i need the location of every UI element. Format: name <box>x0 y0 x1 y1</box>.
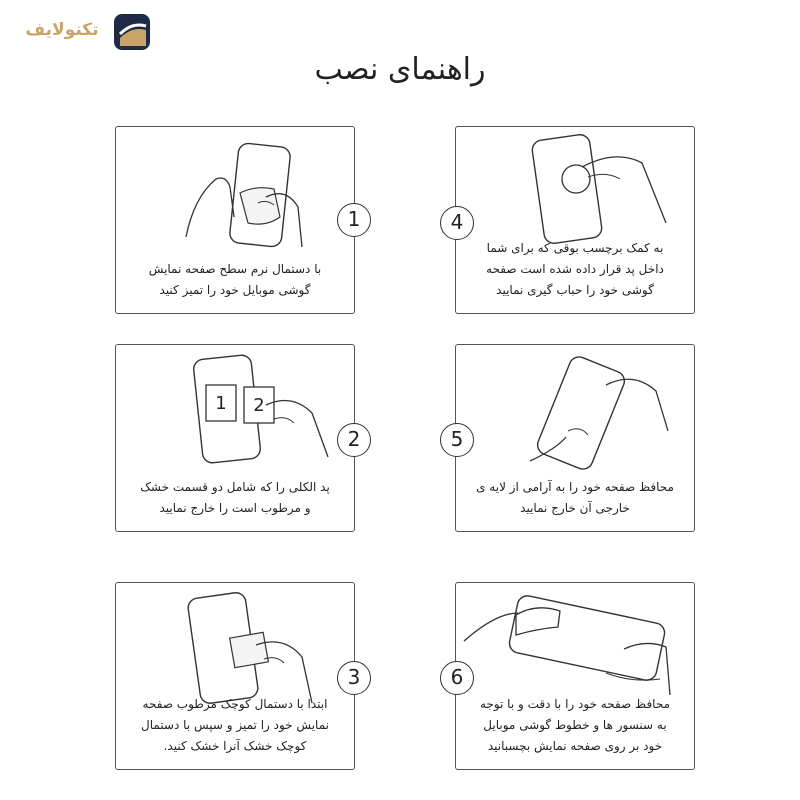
step-caption: محافظ صفحه خود را با دقت و با توجه به سنسور ها و خطوط گوشی موبایل خود بر روی صفحه نمایش بچسبانید <box>479 697 671 753</box>
pad-label-wet: 2 <box>253 395 265 416</box>
alcohol-pad-illustration <box>116 345 356 475</box>
peel-film-illustration <box>456 345 696 475</box>
phone-wipe-illustration <box>116 127 356 257</box>
step-card-5 <box>455 344 695 532</box>
step-card-3 <box>115 582 355 770</box>
step-caption: به کمک برچسب بوقی که برای شما داخل پد قرار داده شده است صفحه گوشی خود را حباب گیری نمایید <box>486 241 664 297</box>
step-caption: ابتدا با دستمال کوچک مرطوب صفحه نمایش خود را تمیز و سپس با دستمال کوچک خشک آنرا خشک کنید. <box>141 697 329 753</box>
step-caption: با دستمال نرم سطح صفحه نمایش گوشی موبایل خود را تمیز کنید <box>148 262 322 297</box>
brand-logo[interactable] <box>18 12 150 56</box>
step-number-3: 3 <box>337 661 371 695</box>
step-number-1: 1 <box>337 203 371 237</box>
page-title: راهنمای نصب <box>314 52 486 87</box>
pad-label-dry: 1 <box>215 393 227 414</box>
step-number-2: 2 <box>337 423 371 457</box>
step-caption: محافظ صفحه خود را به آرامی از لایه ی خارجی آن خارج نمایید <box>476 480 674 515</box>
step-number-6: 6 <box>440 661 474 695</box>
step-card-2 <box>115 344 355 532</box>
step-card-6 <box>455 582 695 770</box>
brand-mark-icon <box>112 12 152 52</box>
step-card-4 <box>455 126 695 314</box>
step-card-1 <box>115 126 355 314</box>
step-number-5: 5 <box>440 423 474 457</box>
step-caption: پد الکلی را که شامل دو قسمت خشک و مرطوب است را خارج نمایید <box>140 480 330 515</box>
step-number-4: 4 <box>440 206 474 240</box>
brand-name: تکنولایف <box>25 20 99 40</box>
